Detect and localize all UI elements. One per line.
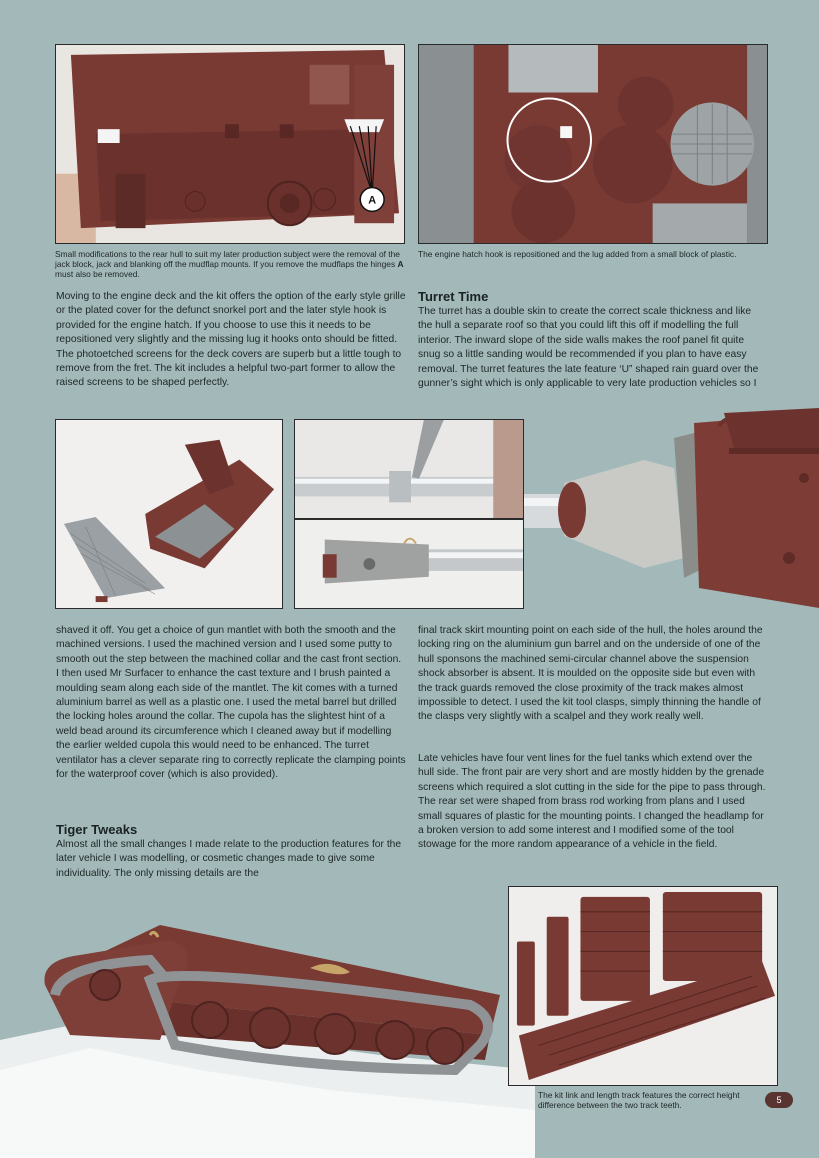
tiger-tweaks-heading: Tiger Tweaks	[56, 822, 138, 837]
muzzle-brake-photo	[294, 519, 524, 609]
track-links-photo	[508, 886, 778, 1086]
turret-time-paragraph: The turret has a double skin to create the correct scale thickness and like the hull a separate roof so that you could lift this off if modelling the full interior. The inward slope of the side walls makes the roof panel fit quite snug so a little sanding would be recommended if you plan to have easy removal. The turret features the late feature ‘U” shaped rain guard over the gunner’s sight which is only applicable to very late production vehicles so I	[418, 306, 759, 390]
page-number: 5	[765, 1092, 793, 1108]
track-skirt-paragraph: final track skirt mounting point on each side of the hull, the holes around the locking ring on the aluminium gun barrel and on the underside of one of the hull sponsons the machined semi-circular channel above the suspension shock absorber is absent. It is moulded on the opposite side but even with the track guards removed the close proximity of the track makes almost impossible to detect. I used the kit tool clasps, simply thinning the handle of the clasps very slightly with a scalpel and they work really well.	[418, 625, 763, 723]
caption-bold-a: A	[397, 259, 404, 269]
barrel-drilling-photo	[294, 419, 524, 519]
tiger-tweaks-paragraph: Almost all the small changes I made relate to the production features for the later vehicle I was modelling, or cosmetic changes made to give some individuality. The only missing details are the	[56, 839, 402, 879]
rear-hull-caption: Small modifications to the rear hull to suit my later production subject were the removal of the jack block, jack and blanking off the mudflap mounts. If you remove the mudflaps the hinges A must also be removed.	[55, 249, 404, 279]
engine-deck-paragraph: Moving to the engine deck and the kit offers the option of the early style grille or the plated cover for the defunct snorkel port and the later style hook is provided for the engine hatch. If you choose to use this it needs to be repositioned very slightly and the missing lug it hooks onto should be fitted. The photoetched screens for the deck covers are superb but a little tough to remove from the fret. The kit includes a helpful two-part former to allow the raised screens to be shaped perfectly.	[56, 291, 406, 389]
turret-photo	[524, 408, 819, 618]
rear-hull-photo	[55, 44, 405, 244]
hull-tracks-photo	[0, 920, 535, 1158]
turret-time-heading: Turret Time	[418, 289, 489, 304]
mantlet-paragraph: shaved it off. You get a choice of gun mantlet with both the smooth and the machined versions. I used the machined version and I used some putty to smooth out the step between the machined collar and the cast front section. I then used Mr Surfacer to enhance the cast texture and I brush painted a moulding seam along each side of the mantlet. The kit comes with a turned aluminium barrel as well as a plastic one. I used the metal barrel but drilled the locking holes around the collar. The cupola has the slightest hint of a weld bead around its circumference which I cleaned away but if modelling the earlier welded cupola this would need to be enhanced. The turret ventilator has a clever separate ring to correctly replicate the clamping points for the waterproof cover (which is also provided).	[56, 625, 406, 781]
engine-hatch-caption: The engine hatch hook is repositioned and the lug added from a small block of plastic.	[418, 249, 737, 259]
vent-lines-paragraph: Late vehicles have four vent lines for the fuel tanks which extend over the hull side. The front pair are very short and are mostly hidden by the grenade screens which required a slot cutting in the side for the pipe to pass through. The rear set were shaped from brass rod working from plans and I used small squares of plastic for the mounting points. I changed the headlamp for a broken version to add some interest and I modified some of the tool stowage for the more random appearance of a vehicle in the field.	[418, 753, 766, 851]
mesh-screens-photo	[55, 419, 283, 609]
engine-deck-photo	[418, 44, 768, 244]
callout-a-label: A	[368, 194, 377, 207]
track-caption: The kit link and length track features the correct height difference between the two track teeth.	[538, 1090, 740, 1110]
